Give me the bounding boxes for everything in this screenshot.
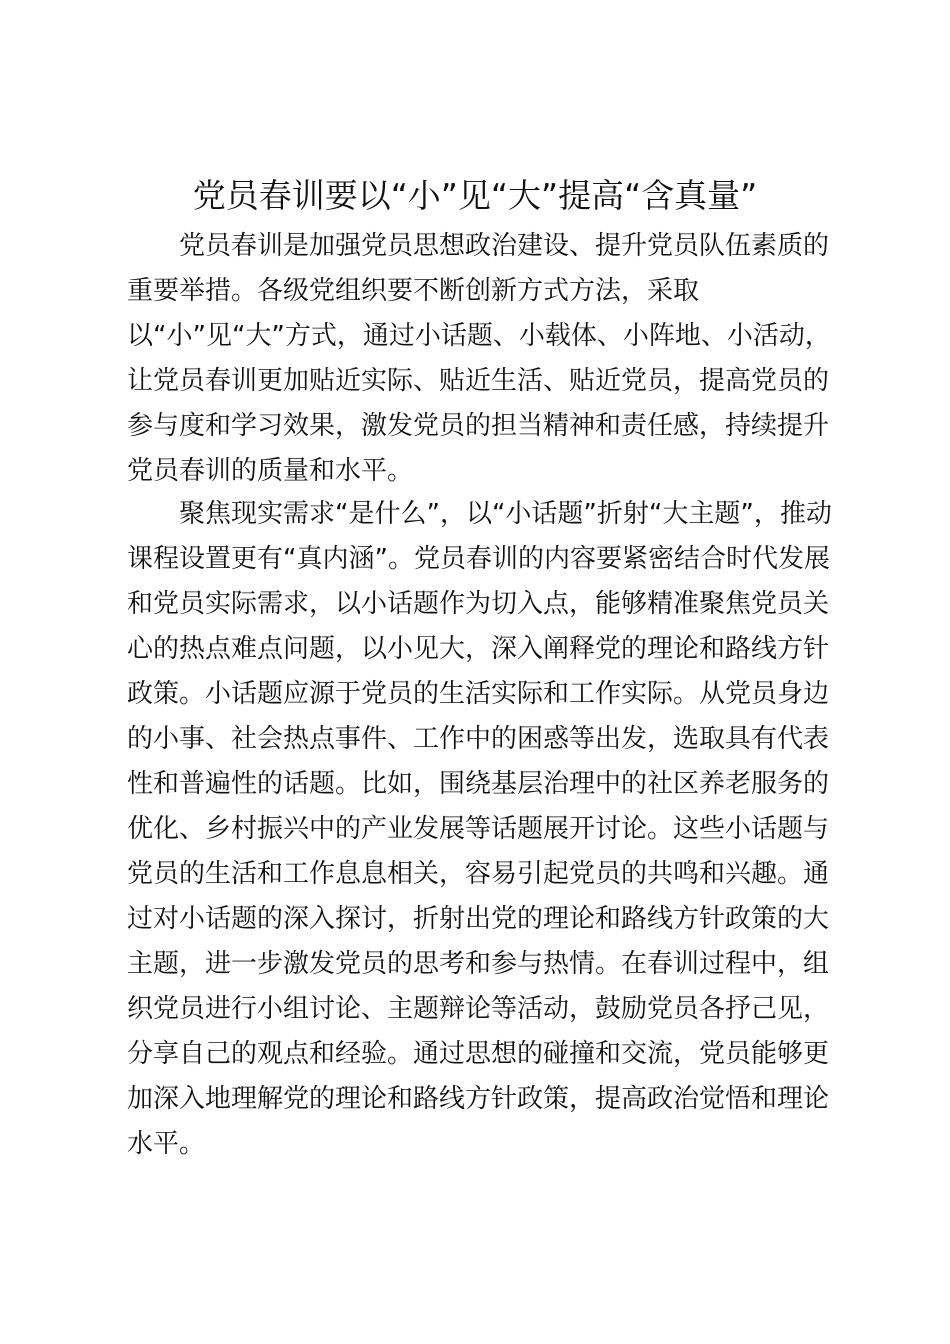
paragraph-line: 重要举措。各级党组织要不断创新方式方法，采取 — [127, 276, 700, 306]
paragraph-line: 分享自己的观点和经验。通过思想的碰撞和交流，党员能够更 — [127, 1039, 830, 1069]
paragraph-line: 优化、乡村振兴中的产业发展等话题展开讨论。这些小话题与 — [127, 814, 830, 844]
paragraph-line: 政策。小话题应源于党员的生活实际和工作实际。从党员身边 — [127, 679, 830, 709]
paragraph-line: 党员春训的质量和水平。 — [127, 456, 414, 486]
paragraph-line: 聚焦现实需求“是什么”，以“小话题”折射“大主题”，推动 — [179, 499, 832, 529]
paragraph-line: 以“小”见“大”方式，通过小话题、小载体、小阵地、小活动， — [127, 321, 831, 351]
paragraph-line: 性和普遍性的话题。比如，围绕基层治理中的社区养老服务的 — [127, 769, 830, 799]
paragraph-line: 主题，进一步激发党员的思考和参与热情。在春训过程中，组 — [127, 949, 830, 979]
paragraph-line: 心的热点难点问题，以小见大，深入阐释党的理论和路线方针 — [127, 634, 830, 664]
paragraph-line: 织党员进行小组讨论、主题辩论等活动，鼓励党员各抒己见， — [127, 994, 830, 1024]
paragraph-1 — [127, 224, 831, 494]
paragraph-line: 参与度和学习效果，激发党员的担当精神和责任感，持续提升 — [127, 411, 830, 441]
paragraph-line: 和党员实际需求，以小话题作为切入点，能够精准聚焦党员关 — [127, 589, 830, 619]
paragraph-line: 过对小话题的深入探讨，折射出党的理论和路线方针政策的大 — [127, 904, 830, 934]
paragraph-line: 党员的生活和工作息息相关，容易引起党员的共鸣和兴趣。通 — [127, 859, 830, 889]
paragraph-line: 党员春训是加强党员思想政治建设、提升党员队伍素质的 — [179, 231, 830, 261]
paragraph-line: 水平。 — [127, 1129, 206, 1159]
paragraph-line: 让党员春训更加贴近实际、贴近生活、贴近党员，提高党员的 — [127, 366, 830, 396]
paragraph-line: 课程设置更有“真内涵”。党员春训的内容要紧密结合时代发展 — [127, 544, 830, 574]
paragraph-line: 加深入地理解党的理论和路线方针政策，提高政治觉悟和理论 — [127, 1084, 830, 1114]
paragraph-2 — [127, 492, 832, 1167]
paragraph-line: 的小事、社会热点事件、工作中的困惑等出发，选取具有代表 — [127, 724, 830, 754]
document-title: 党员春训要以“小”见“大”提高“含真量” — [192, 176, 758, 215]
